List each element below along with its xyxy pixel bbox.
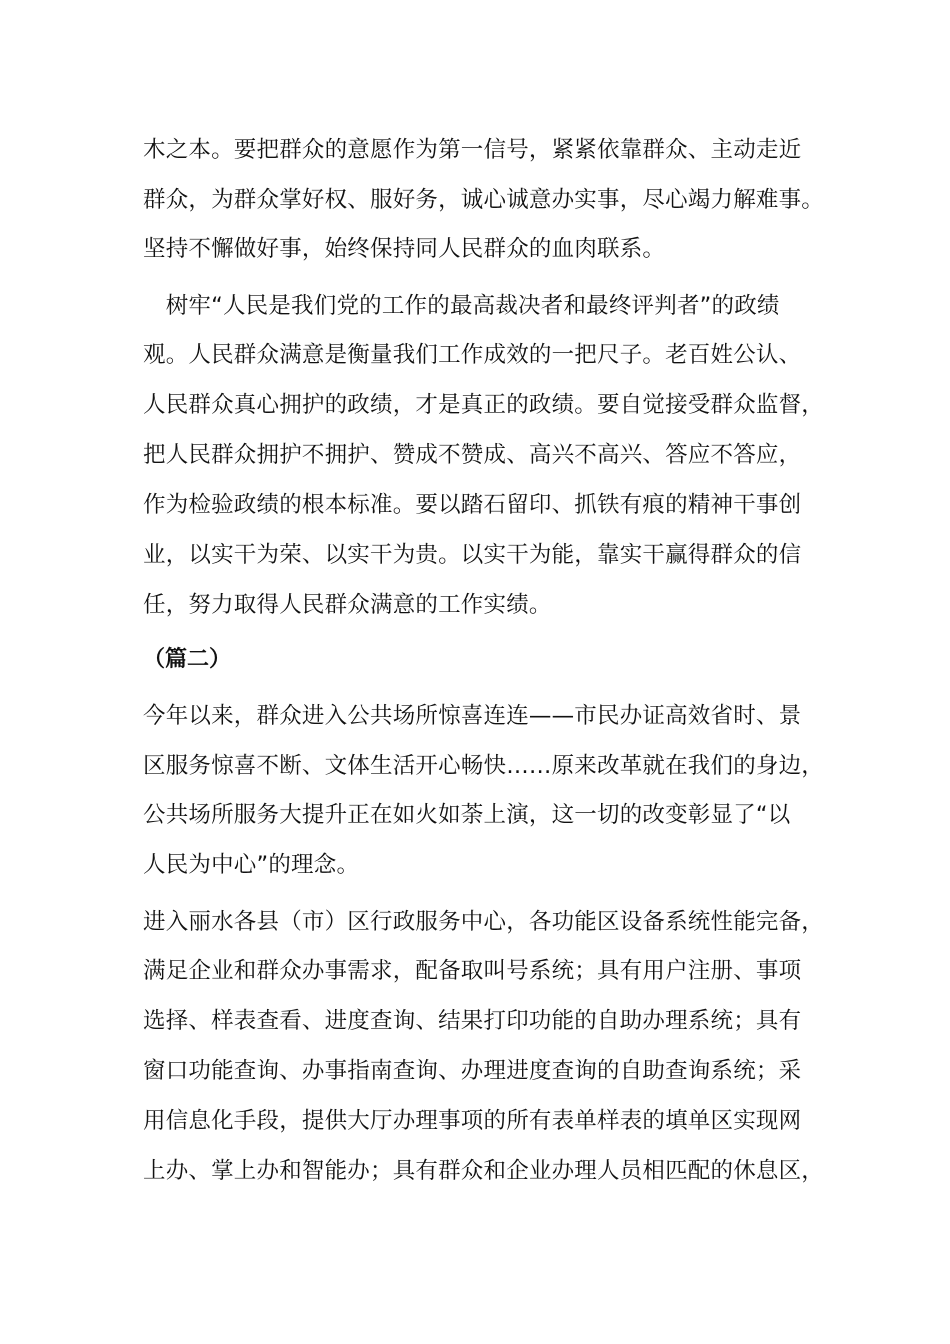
paragraph2-line-3: 人民群众真心拥护的政绩，才是真正的政绩。要自觉接受群众监督， [143,392,825,418]
paragraph4-line-3: 选择、样表查看、进度查询、结果打印功能的自助办理系统；具有 [143,1008,802,1034]
paragraph1-line-2: 群众，为群众掌好权、服好务，诚心诚意办实事，尽心竭力解难事。 [143,187,825,213]
paragraph3-line-4: 人民为中心”的理念。 [143,852,360,878]
paragraph2-line-4: 把人民群众拥护不拥护、赞成不赞成、高兴不高兴、答应不答应， [143,442,802,468]
paragraph4-line-4: 窗口功能查询、办事指南查询、办理进度查询的自助查询系统；采 [143,1058,802,1084]
paragraph2-line-1: 树牢“人民是我们党的工作的最高裁决者和最终评判者”的政绩 [143,293,780,319]
paragraph4-line-1: 进入丽水各县（市）区行政服务中心，各功能区设备系统性能完备， [143,909,825,935]
paragraph4-line-2: 满足企业和群众办事需求，配备取叫号系统；具有用户注册、事项 [143,958,802,984]
paragraph3-line-2: 区服务惊喜不断、文体生活开心畅快……原来改革就在我们的身边， [143,753,825,779]
paragraph4-line-5: 用信息化手段，提供大厅办理事项的所有表单样表的填单区实现网 [143,1108,802,1134]
paragraph2-line-5: 作为检验政绩的根本标准。要以踏石留印、抓铁有痕的精神干事创 [143,492,802,518]
paragraph2-line-6: 业，以实干为荣、以实干为贵。以实干为能，靠实干赢得群众的信 [143,542,802,568]
paragraph2-line-2: 观。人民群众满意是衡量我们工作成效的一把尺子。老百姓公认、 [143,342,802,368]
paragraph4-line-6: 上办、掌上办和智能办；具有群众和企业办理人员相匹配的休息区， [143,1158,825,1184]
paragraph3-line-3: 公共场所服务大提升正在如火如荼上演，这一切的改变彰显了“以 [143,802,791,828]
section-heading: （篇二） [143,647,232,672]
paragraph1-line-1: 木之本。要把群众的意愿作为第一信号，紧紧依靠群众、主动走近 [143,137,802,163]
paragraph2-line-7: 任，努力取得人民群众满意的工作实绩。 [143,592,552,618]
paragraph1-line-3: 坚持不懈做好事，始终保持同人民群众的血肉联系。 [143,236,666,262]
paragraph3-line-1: 今年以来，群众进入公共场所惊喜连连——市民办证高效省时、景 [143,703,802,729]
